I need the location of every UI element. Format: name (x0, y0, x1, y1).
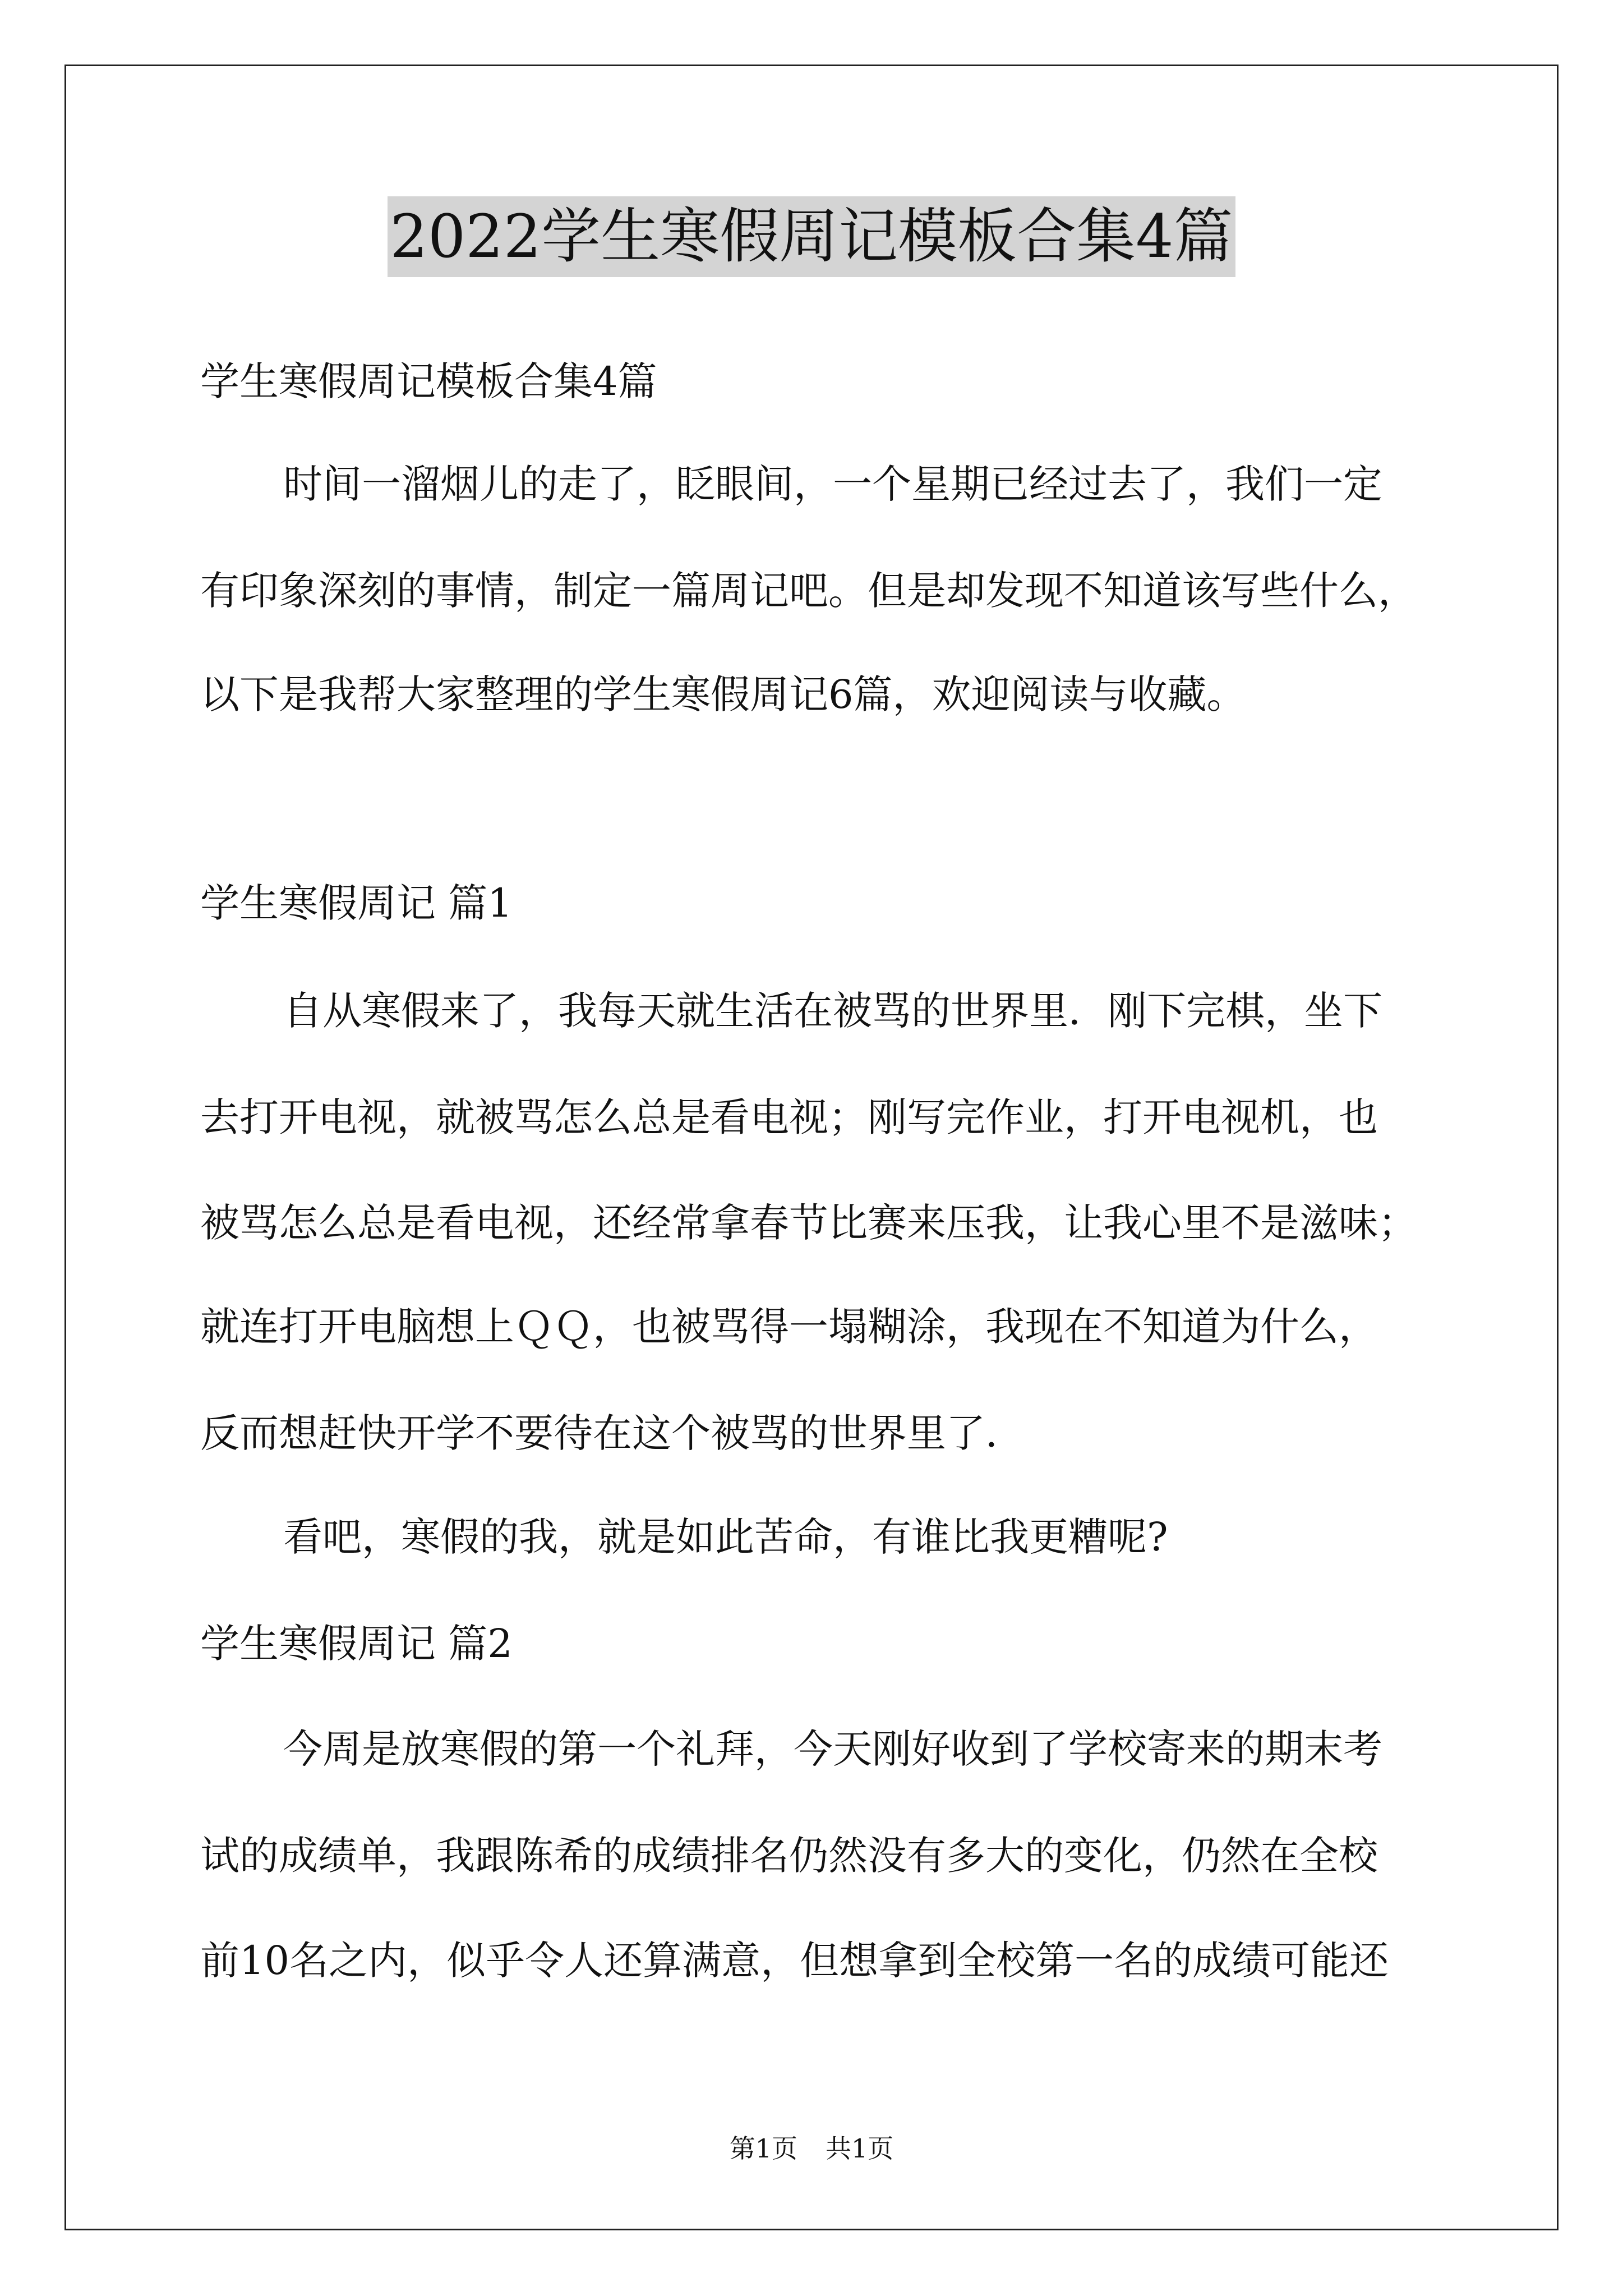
section-heading: 学生寒假周记 篇2 (200, 1621, 513, 1667)
paragraph-line: 试的成绩单，我跟陈希的成绩排名仍然没有多大的变化，仍然在全校 (200, 1833, 1378, 1879)
page-footer (0, 2132, 1623, 2165)
paragraph-line: 前10名之内，似乎令人还算满意，但想拿到全校第一名的成绩可能还 (200, 1938, 1389, 1984)
paragraph-line: 看吧，寒假的我，就是如此苦命，有谁比我更糟呢? (283, 1514, 1168, 1560)
page-number: 第1页 (729, 2133, 797, 2164)
section-heading: 学生寒假周记 篇1 (200, 880, 513, 926)
document-title: 2022学生寒假周记模板合集4篇 (388, 196, 1235, 277)
title-container (0, 196, 1623, 277)
paragraph-line: 今周是放寒假的第一个礼拜，今天刚好收到了学校寄来的期末考 (283, 1726, 1382, 1772)
intro-line: 以下是我帮大家整理的学生寒假周记6篇，欢迎阅读与收藏。 (200, 671, 1246, 717)
paragraph-line: 反而想赶快开学不要待在这个被骂的世界里了． (200, 1410, 1025, 1456)
document-subtitle: 学生寒假周记模板合集4篇 (200, 358, 657, 404)
intro-line: 时间一溜烟儿的走了，眨眼间，一个星期已经过去了，我们一定 (283, 461, 1382, 507)
paragraph-line: 去打开电视，就被骂怎么总是看电视；刚写完作业，打开电视机，也 (200, 1094, 1378, 1140)
paragraph-line: 被骂怎么总是看电视，还经常拿春节比赛来压我，让我心里不是滋味； (200, 1200, 1417, 1246)
page-total: 共1页 (826, 2133, 894, 2164)
intro-line: 有印象深刻的事情，制定一篇周记吧。但是却发现不知道该写些什么， (200, 568, 1417, 614)
paragraph-line: 自从寒假来了，我每天就生活在被骂的世界里．刚下完棋，坐下 (283, 988, 1382, 1034)
paragraph-line: 就连打开电脑想上ＱＱ，也被骂得一塌糊涂，我现在不知道为什么， (200, 1304, 1378, 1350)
